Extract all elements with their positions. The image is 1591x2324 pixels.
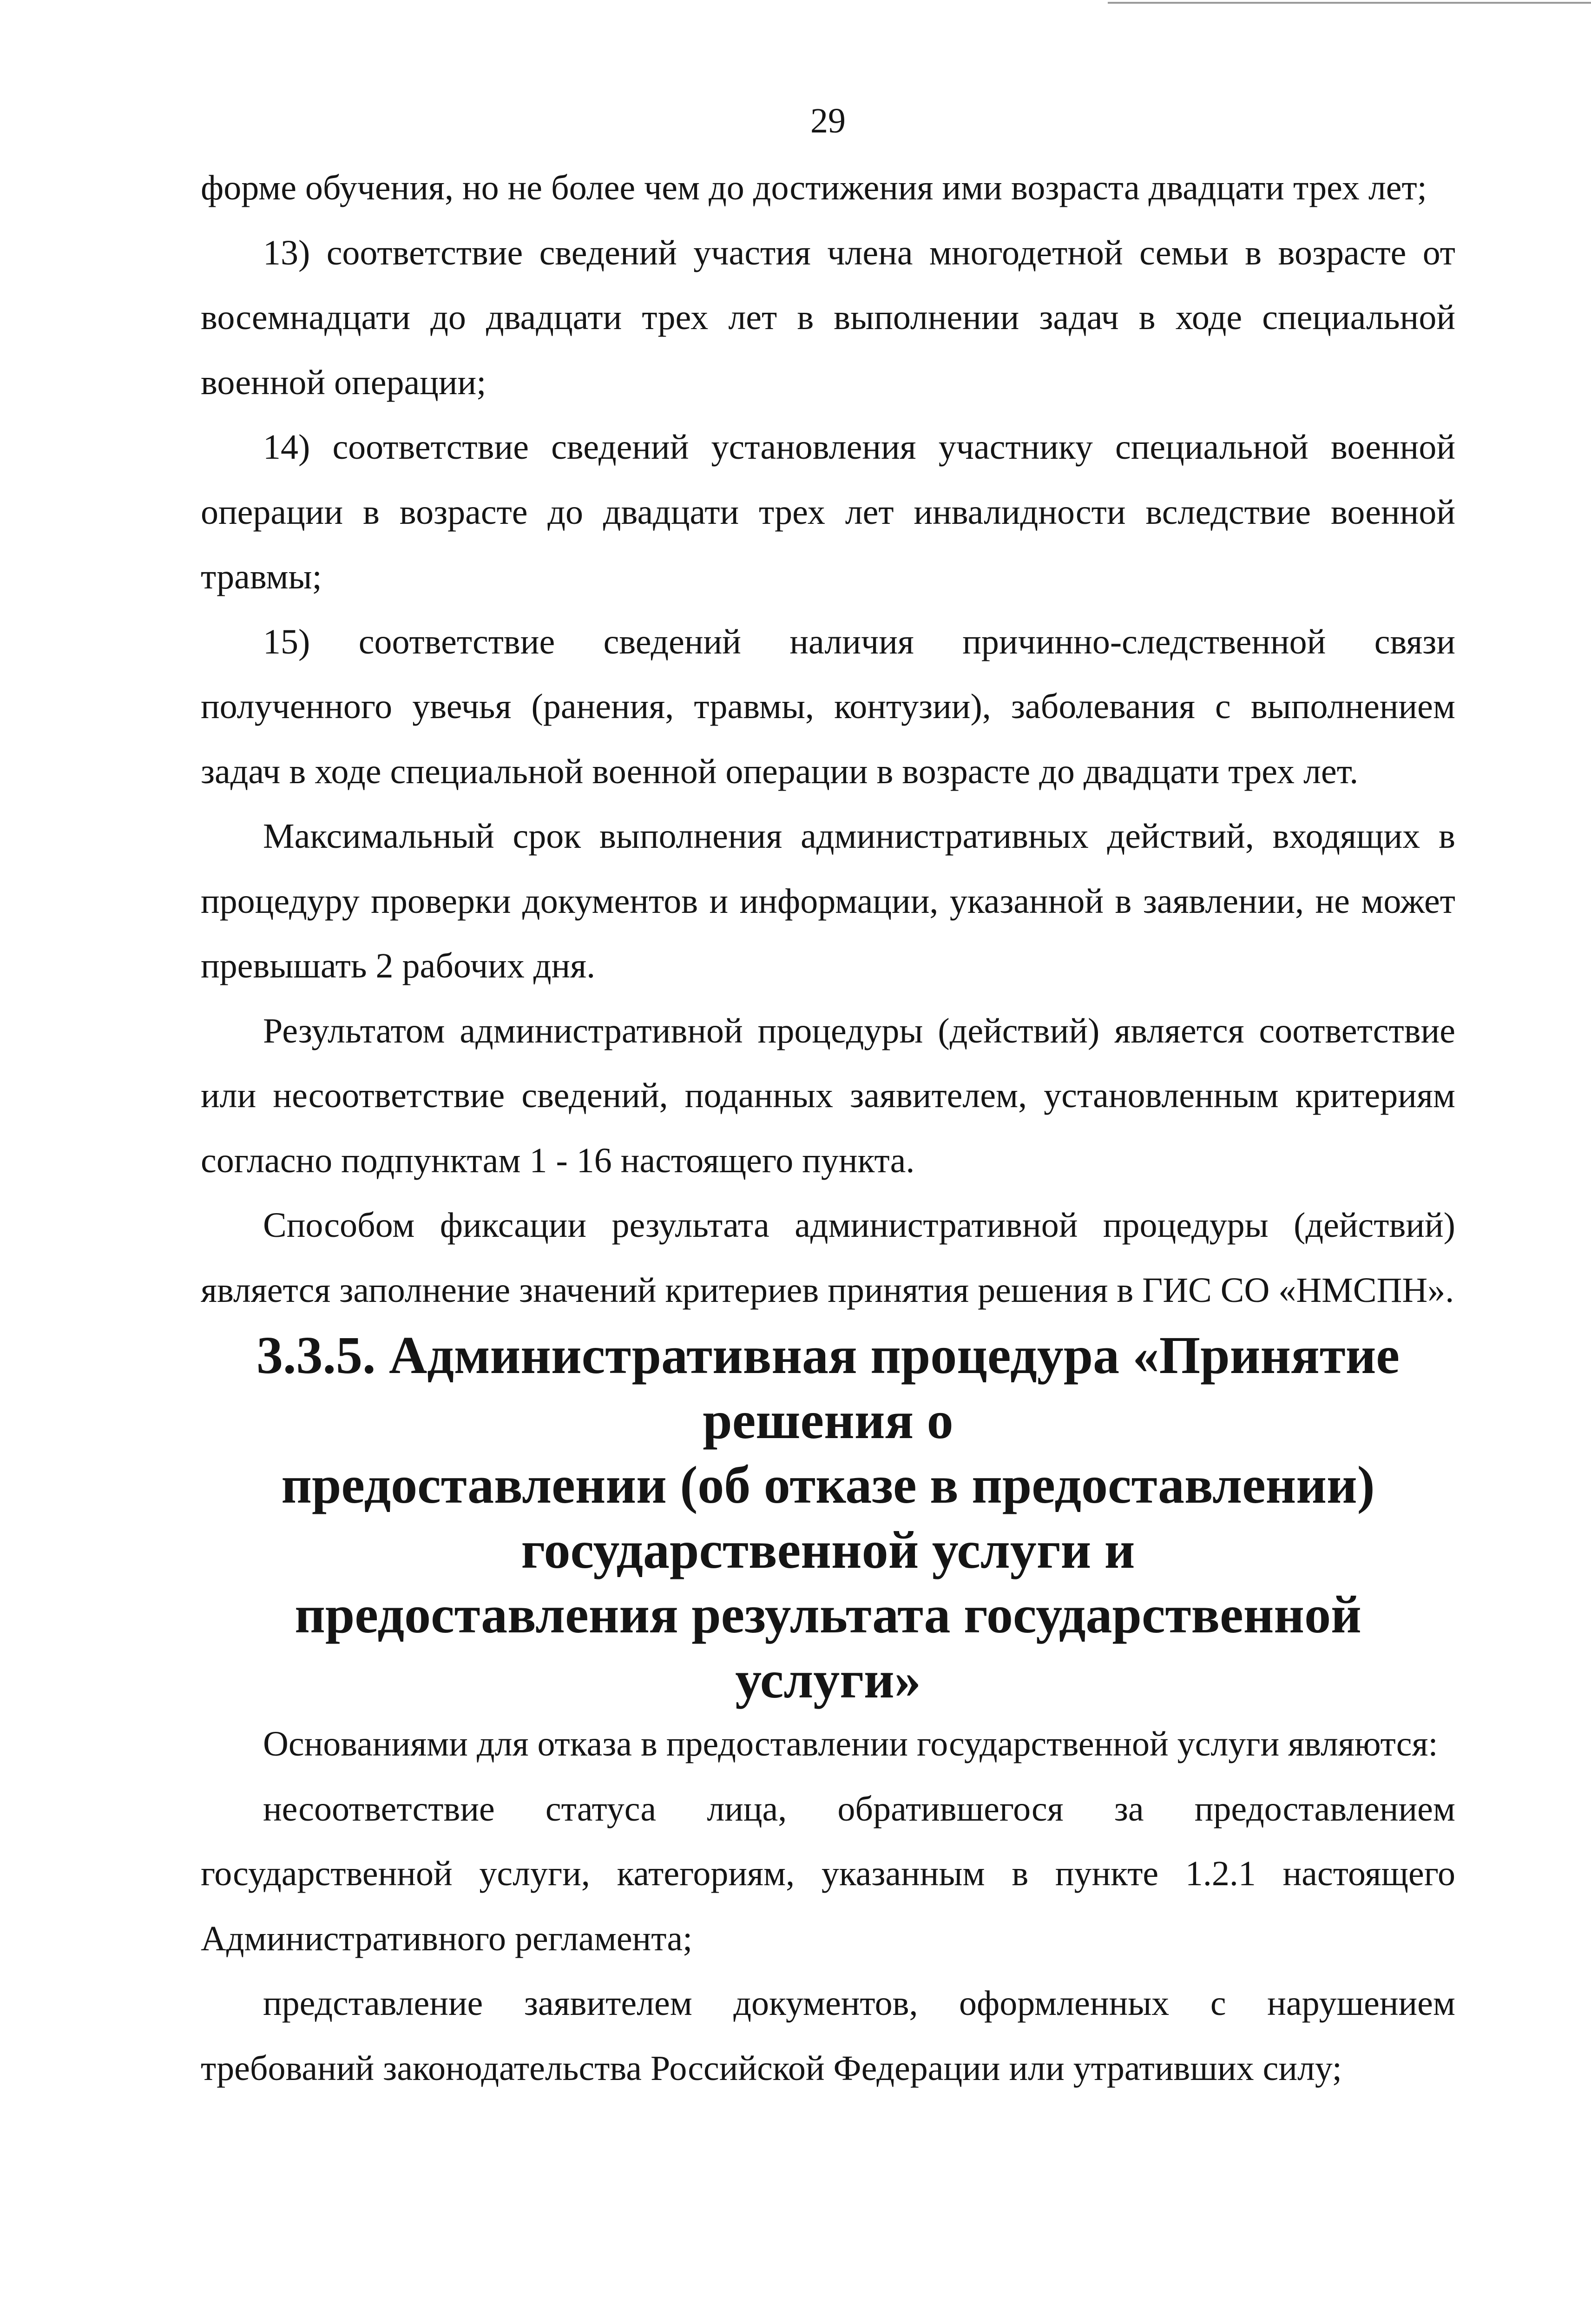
paragraph-item-15: 15) соответствие сведений наличия причинно-следственной связи полученного увечья (ранения, травмы, контузии), заболевания с выполнением задач в ходе специальной военной операции в возрасте до двадцати трех лет. <box>201 622 1455 791</box>
paragraph-fixation: Способом фиксации результата административной процедуры (действий) является заполнение значений критериев принятия решения в ГИС СО «НМСПН». <box>201 1206 1455 1310</box>
paragraph-ground-documents: представление заявителем документов, оформленных с нарушением требований законодательства Российской Федерации или утративших силу; <box>201 1984 1455 2088</box>
paragraph-ground-status: несоответствие статуса лица, обратившегося за предоставлением государственной услуги, категориям, указанным в пункте 1.2.1 настоящего Административного регламента; <box>201 1789 1455 1958</box>
paragraph-item-13: 13) соответствие сведений участия члена многодетной семьи в возрасте от восемнадцати до двадцати трех лет в выполнении задач в ходе специальной военной операции; <box>201 233 1455 402</box>
section-heading-line-2: предоставлении (об отказе в предоставлении) государственной услуги и <box>281 1455 1375 1579</box>
section-heading <box>201 1323 1455 1712</box>
page-number: 29 <box>810 101 846 140</box>
paragraph-continuation: форме обучения, но не более чем до достижения ими возраста двадцати трех лет; <box>201 168 1427 207</box>
paragraph-result: Результатом административной процедуры (действий) является соответствие или несоответствие сведений, поданных заявителем, установленным критериям согласно подпунктам 1 - 16 настоящего пункта. <box>201 1011 1455 1180</box>
section-heading-line-3: предоставления результата государственной услуги» <box>295 1585 1361 1709</box>
section-heading-line-1: 3.3.5. Административная процедура «Принятие решения о <box>256 1326 1400 1450</box>
document-body <box>201 156 1455 2101</box>
paragraph-item-14: 14) соответствие сведений установления участнику специальной военной операции в возрасте до двадцати трех лет инвалидности вследствие военной травмы; <box>201 428 1455 596</box>
paragraph-grounds: Основаниями для отказа в предоставлении государственной услуги являются: <box>263 1724 1438 1763</box>
paragraph-max-term: Максимальный срок выполнения административных действий, входящих в процедуру проверки документов и информации, указанной в заявлении, не может превышать 2 рабочих дня. <box>201 817 1455 985</box>
scan-edge-rule <box>1108 2 1591 4</box>
